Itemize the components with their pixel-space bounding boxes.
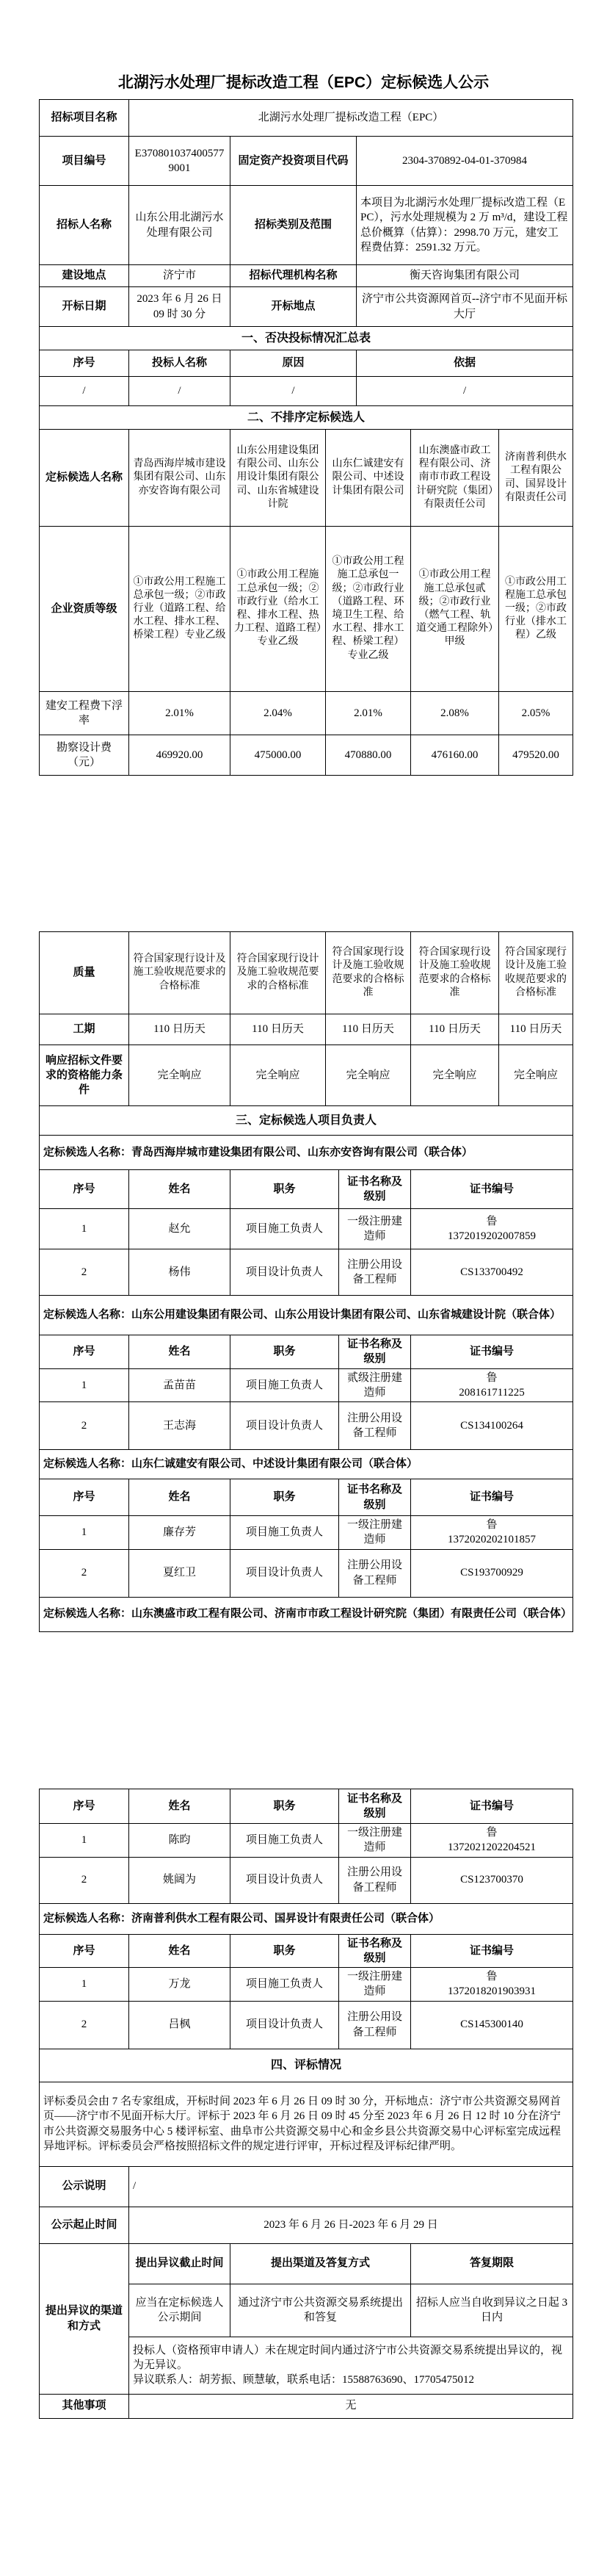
cert-no-number: 1372019202007859 bbox=[448, 1230, 536, 1242]
candidate-group-name: 定标候选人名称：山东仁诚建安有限公司、中述设计集团有限公司（联合体） bbox=[40, 1450, 573, 1479]
cell-cert-no bbox=[411, 1249, 573, 1296]
section3-title: 三、定标候选人项目负责人 bbox=[40, 1106, 573, 1136]
document-page-1 bbox=[39, 99, 573, 776]
cell-cert: 一级注册建造师 bbox=[339, 1209, 411, 1249]
cell-value: 济宁市 bbox=[129, 265, 230, 287]
cell-role: 项目设计负责人 bbox=[230, 1857, 339, 1903]
cell-label: 定标候选人名称 bbox=[40, 430, 129, 527]
column-header: 证书编号 bbox=[411, 1789, 573, 1824]
cell-no: 2 bbox=[40, 1549, 129, 1597]
candidate-name: 山东仁诚建安有限公司、中述设计集团有限公司 bbox=[326, 430, 411, 527]
cell-label: 响应招标文件要求的资格能力条件 bbox=[40, 1045, 129, 1106]
cell-label: 勘察设计费（元） bbox=[40, 735, 129, 776]
person-row bbox=[40, 1549, 573, 1597]
cell-person-name: 陈昀 bbox=[129, 1824, 230, 1858]
cell-value: ①市政公用工程施工总承包一级；②市政行业（给水工程、排水工程、热力工程、道路工程）专业乙级 bbox=[230, 527, 326, 692]
cell-label: 项目编号 bbox=[40, 137, 129, 186]
cell-value: 完全响应 bbox=[411, 1045, 499, 1106]
column-header: 证书名称及级别 bbox=[339, 1335, 411, 1369]
column-header: 序号 bbox=[40, 1934, 129, 1968]
column-header: 提出异议截止时间 bbox=[129, 2243, 230, 2284]
objection-note-line2: 异议联系人：胡芳振、顾慧敏，联系电话：15588763690、17705475012 bbox=[133, 2374, 475, 2386]
cell-value: 110 日历天 bbox=[129, 1014, 230, 1045]
cert-no-number: 1372021202204521 bbox=[448, 1841, 536, 1854]
table-row bbox=[40, 2243, 573, 2284]
section2-header-row bbox=[40, 406, 573, 430]
candidate-group-name: 定标候选人名称：济南普利供水工程有限公司、国昇设计有限责任公司（联合体） bbox=[40, 1903, 573, 1934]
cell-label: 质量 bbox=[40, 932, 129, 1014]
cell-label: 公示起止时间 bbox=[40, 2207, 129, 2243]
cell-value: E3708010374005779001 bbox=[129, 137, 230, 186]
objection-note-line1: 投标人（资格预审申请人）未在规定时间内通过济宁市公共资源交易系统提出异议的，视为无异议。 bbox=[133, 2344, 563, 2371]
cell-value: 2023 年 6 月 26 日-2023 年 6 月 29 日 bbox=[129, 2207, 573, 2243]
person-row bbox=[40, 1857, 573, 1903]
cell-person-name: 赵允 bbox=[129, 1209, 230, 1249]
cell-no: 1 bbox=[40, 1209, 129, 1249]
table-row bbox=[40, 692, 573, 735]
table-row bbox=[40, 186, 573, 265]
column-header: 依据 bbox=[357, 350, 573, 377]
column-header: 证书编号 bbox=[411, 1479, 573, 1516]
candidate-name-row bbox=[40, 1136, 573, 1170]
column-header: 序号 bbox=[40, 1789, 129, 1824]
cell-value: / bbox=[129, 2166, 573, 2207]
cert-no-number: 1372018201903931 bbox=[448, 1985, 536, 1998]
column-header: 序号 bbox=[40, 350, 129, 377]
cert-no-number: CS145300140 bbox=[460, 2018, 523, 2031]
cell-value: 完全响应 bbox=[326, 1045, 411, 1106]
cell-role: 项目施工负责人 bbox=[230, 1968, 339, 2002]
column-header: 投标人名称 bbox=[129, 350, 230, 377]
column-header: 提出渠道及答复方式 bbox=[230, 2243, 411, 2284]
cell-role: 项目施工负责人 bbox=[230, 1209, 339, 1249]
cell-cert-no bbox=[411, 1824, 573, 1858]
column-header: 证书名称及级别 bbox=[339, 1789, 411, 1824]
table-row bbox=[40, 1170, 573, 1209]
cell-value: 北湖污水处理厂提标改造工程（EPC） bbox=[129, 100, 573, 137]
cell-value: 479520.00 bbox=[499, 735, 573, 776]
column-header: 姓名 bbox=[129, 1335, 230, 1369]
cert-no-number: 1372020202101857 bbox=[448, 1534, 536, 1546]
candidate-group-name: 定标候选人名称：山东澳盛市政工程有限公司、济南市市政工程设计研究院（集团）有限责任公司（联合体） bbox=[40, 1597, 573, 1631]
cell-value: 符合国家现行设计及施工验收规范要求的合格标准 bbox=[411, 932, 499, 1014]
cell-cert: 一级注册建造师 bbox=[339, 1516, 411, 1550]
cell-value: ①市政公用工程施工总承包一级；②市政行业（排水工程）乙级 bbox=[499, 527, 573, 692]
cell-no: 1 bbox=[40, 1516, 129, 1550]
cell-no: 2 bbox=[40, 2001, 129, 2049]
candidate-name-row bbox=[40, 1296, 573, 1335]
table-row bbox=[40, 932, 573, 1014]
table-row bbox=[40, 287, 573, 327]
column-header: 证书编号 bbox=[411, 1335, 573, 1369]
main-table-page1 bbox=[39, 99, 573, 776]
cell-value: 2.05% bbox=[499, 692, 573, 735]
table-row bbox=[40, 265, 573, 287]
evaluation-summary: 评标委员会由 7 名专家组成，开标时间 2023 年 6 月 26 日 09 时 30 分，开标地点：济宁市公共资源交易网首页——济宁市不见面开标大厅。评标于 2023 年 6 月 26 日 09 时 45 分至 2023 年 6 月 26 日 12 时 10 分在济宁市公共资源交易服务中心 5 楼评标室、曲阜市公共资源交易中心和金乡县公共资源交易中心评标室完成远程异地评标。评标委员会严格按照招标文件的规定进行评审，开标过程及评标纪律严明。 bbox=[40, 2082, 573, 2166]
cell-cert-no bbox=[411, 1368, 573, 1402]
cell-cert-no bbox=[411, 1402, 573, 1450]
table-row bbox=[40, 350, 573, 377]
cell-cert: 贰级注册建造师 bbox=[339, 1368, 411, 1402]
candidate-name-row bbox=[40, 1450, 573, 1479]
cell-value: 衡天咨询集团有限公司 bbox=[357, 265, 573, 287]
cell-label: 公示说明 bbox=[40, 2166, 129, 2207]
cell-value: 2.01% bbox=[129, 692, 230, 735]
cell-person-name: 夏红卫 bbox=[129, 1549, 230, 1597]
document-page-2 bbox=[39, 931, 573, 1632]
cell-label: 企业资质等级 bbox=[40, 527, 129, 692]
column-header: 证书名称及级别 bbox=[339, 1170, 411, 1209]
cell-person-name: 孟苗苗 bbox=[129, 1368, 230, 1402]
table-row bbox=[40, 1479, 573, 1516]
column-header: 证书名称及级别 bbox=[339, 1479, 411, 1516]
column-header: 原因 bbox=[230, 350, 357, 377]
table-row bbox=[40, 1045, 573, 1106]
cert-no-prefix: 鲁 bbox=[486, 1519, 498, 1531]
cert-no-prefix: 鲁 bbox=[486, 1215, 498, 1227]
cell-label: 其他事项 bbox=[40, 2394, 129, 2418]
column-header: 序号 bbox=[40, 1170, 129, 1209]
cell-value: 110 日历天 bbox=[499, 1014, 573, 1045]
table-row bbox=[40, 2082, 573, 2166]
cell-cert-no bbox=[411, 2001, 573, 2049]
cell-value: 通过济宁市公共资源交易系统提出和答复 bbox=[230, 2284, 411, 2337]
cell-no: 1 bbox=[40, 1824, 129, 1858]
cell-cert: 一级注册建造师 bbox=[339, 1968, 411, 2002]
cell-cert-no bbox=[411, 1549, 573, 1597]
section4-title: 四、评标情况 bbox=[40, 2049, 573, 2082]
column-header: 职务 bbox=[230, 1934, 339, 1968]
cert-no-prefix: 鲁 bbox=[486, 1371, 498, 1384]
cell-value: / bbox=[357, 377, 573, 406]
cell-person-name: 廉存芳 bbox=[129, 1516, 230, 1550]
main-table-page3 bbox=[39, 1789, 573, 2419]
cell-value: 476160.00 bbox=[411, 735, 499, 776]
cell-value: 2.01% bbox=[326, 692, 411, 735]
cell-value: 符合国家现行设计及施工验收规范要求的合格标准 bbox=[499, 932, 573, 1014]
cell-role: 项目设计负责人 bbox=[230, 1549, 339, 1597]
cert-no-number: CS193700929 bbox=[460, 1567, 523, 1579]
cell-cert: 注册公用设备工程师 bbox=[339, 1549, 411, 1597]
cell-no: 2 bbox=[40, 1249, 129, 1296]
cell-person-name: 姚阔为 bbox=[129, 1857, 230, 1903]
candidate-name-row bbox=[40, 1597, 573, 1631]
document-page-3 bbox=[39, 1789, 573, 2419]
cert-no-number: CS133700492 bbox=[460, 1266, 523, 1278]
table-row bbox=[40, 735, 573, 776]
person-row bbox=[40, 2001, 573, 2049]
cell-no: 1 bbox=[40, 1968, 129, 2002]
person-row bbox=[40, 1249, 573, 1296]
table-row bbox=[40, 1014, 573, 1045]
section4-header-row bbox=[40, 2049, 573, 2082]
column-header: 职务 bbox=[230, 1789, 339, 1824]
cell-label: 工期 bbox=[40, 1014, 129, 1045]
cert-no-prefix: 鲁 bbox=[486, 1971, 498, 1982]
cell-label: 招标代理机构名称 bbox=[230, 265, 357, 287]
main-table-page2 bbox=[39, 931, 573, 1632]
candidate-name: 山东澳盛市政工程有限公司、济南市市政工程设计研究院（集团）有限责任公司 bbox=[411, 430, 499, 527]
cell-value: ①市政公用工程施工总承包贰级；②市政行业（燃气工程、轨道交通工程除外）甲级 bbox=[411, 527, 499, 692]
cell-label: 固定资产投资项目代码 bbox=[230, 137, 357, 186]
cell-value: 完全响应 bbox=[499, 1045, 573, 1106]
table-row bbox=[40, 2166, 573, 2207]
column-header: 职务 bbox=[230, 1170, 339, 1209]
cell-cert-no bbox=[411, 1857, 573, 1903]
cell-label: 建设地点 bbox=[40, 265, 129, 287]
cell-value: ①市政公用工程施工总承包一级；②市政行业（道路工程、给水工程、排水工程、桥梁工程）专业乙级 bbox=[129, 527, 230, 692]
column-header: 证书编号 bbox=[411, 1170, 573, 1209]
cell-value: 符合国家现行设计及施工验收规范要求的合格标准 bbox=[326, 932, 411, 1014]
cell-value: 110 日历天 bbox=[230, 1014, 326, 1045]
column-header: 姓名 bbox=[129, 1789, 230, 1824]
cell-value: 应当在定标候选人公示期间 bbox=[129, 2284, 230, 2337]
cell-person-name: 王志海 bbox=[129, 1402, 230, 1450]
table-row bbox=[40, 1934, 573, 1968]
cell-role: 项目施工负责人 bbox=[230, 1516, 339, 1550]
cell-value: 475000.00 bbox=[230, 735, 326, 776]
person-row bbox=[40, 1968, 573, 2002]
candidate-name-row bbox=[40, 1903, 573, 1934]
cell-value: 2304-370892-04-01-370984 bbox=[357, 137, 573, 186]
cell-value: 招标人应当自收到异议之日起 3 日内 bbox=[411, 2284, 573, 2337]
person-row bbox=[40, 1368, 573, 1402]
table-row bbox=[40, 377, 573, 406]
person-row bbox=[40, 1402, 573, 1450]
column-header: 姓名 bbox=[129, 1170, 230, 1209]
candidate-name: 济南普利供水工程有限公司、国昇设计有限责任公司 bbox=[499, 430, 573, 527]
cell-label: 招标项目名称 bbox=[40, 100, 129, 137]
column-header: 证书编号 bbox=[411, 1934, 573, 1968]
cert-no-prefix: 鲁 bbox=[486, 1827, 498, 1839]
column-header: 答复期限 bbox=[411, 2243, 573, 2284]
table-row bbox=[40, 137, 573, 186]
cell-value: 469920.00 bbox=[129, 735, 230, 776]
page-title: 北湖污水处理厂提标改造工程（EPC）定标候选人公示 bbox=[117, 74, 490, 91]
person-row bbox=[40, 1516, 573, 1550]
person-row bbox=[40, 1209, 573, 1249]
person-row bbox=[40, 1824, 573, 1858]
cell-role: 项目施工负责人 bbox=[230, 1824, 339, 1858]
cell-value: 无 bbox=[129, 2394, 573, 2418]
cell-value: 470880.00 bbox=[326, 735, 411, 776]
cell-value: 110 日历天 bbox=[411, 1014, 499, 1045]
cert-no-number: CS134100264 bbox=[460, 1419, 523, 1432]
cell-value: 2.04% bbox=[230, 692, 326, 735]
cell-value: 完全响应 bbox=[129, 1045, 230, 1106]
table-row bbox=[40, 1335, 573, 1369]
cell-role: 项目设计负责人 bbox=[230, 1249, 339, 1296]
column-header: 姓名 bbox=[129, 1934, 230, 1968]
cert-no-number: 208161711225 bbox=[459, 1386, 525, 1399]
candidate-group-name: 定标候选人名称：山东公用建设集团有限公司、山东公用设计集团有限公司、山东省城建设计院（联合体） bbox=[40, 1296, 573, 1335]
column-header: 职务 bbox=[230, 1335, 339, 1369]
cell-cert-no bbox=[411, 1968, 573, 2002]
cell-person-name: 万龙 bbox=[129, 1968, 230, 2002]
cell-cert-no bbox=[411, 1516, 573, 1550]
table-row bbox=[40, 430, 573, 527]
section2-title: 二、不排序定标候选人 bbox=[40, 406, 573, 430]
cell-cert-no bbox=[411, 1209, 573, 1249]
cell-label: 提出异议的渠道和方式 bbox=[40, 2243, 129, 2394]
cell-role: 项目设计负责人 bbox=[230, 2001, 339, 2049]
cell-role: 项目设计负责人 bbox=[230, 1402, 339, 1450]
candidate-name: 青岛西海岸城市建设集团有限公司、山东亦安咨询有限公司 bbox=[129, 430, 230, 527]
cell-role: 项目施工负责人 bbox=[230, 1368, 339, 1402]
objection-note bbox=[129, 2337, 573, 2394]
cell-value: 完全响应 bbox=[230, 1045, 326, 1106]
cell-value: 本项目为北湖污水处理厂提标改造工程（EPC），污水处理规模为 2 万 m³/d，建设工程总价概算（估算）：2998.70 万元，建安工程费估算：2591.32 万元。 bbox=[357, 186, 573, 265]
candidate-group-name: 定标候选人名称：青岛西海岸城市建设集团有限公司、山东亦安咨询有限公司（联合体） bbox=[40, 1136, 573, 1170]
cell-label: 开标地点 bbox=[230, 287, 357, 327]
table-row bbox=[40, 2394, 573, 2418]
column-header: 序号 bbox=[40, 1335, 129, 1369]
cell-cert: 一级注册建造师 bbox=[339, 1824, 411, 1858]
cell-value: 符合国家现行设计及施工验收规范要求的合格标准 bbox=[230, 932, 326, 1014]
cell-value: 济宁市公共资源网首页--济宁市不见面开标大厅 bbox=[357, 287, 573, 327]
cert-no-number: CS123700370 bbox=[460, 1874, 523, 1886]
cell-label: 招标人名称 bbox=[40, 186, 129, 265]
table-row bbox=[40, 1789, 573, 1824]
cell-value: / bbox=[129, 377, 230, 406]
column-header: 序号 bbox=[40, 1479, 129, 1516]
table-row bbox=[40, 2207, 573, 2243]
cell-value: / bbox=[40, 377, 129, 406]
cell-cert: 注册公用设备工程师 bbox=[339, 2001, 411, 2049]
cell-value: 符合国家现行设计及施工验收规范要求的合格标准 bbox=[129, 932, 230, 1014]
cell-label: 建安工程费下浮率 bbox=[40, 692, 129, 735]
cell-no: 2 bbox=[40, 1402, 129, 1450]
cell-label: 招标类别及范围 bbox=[230, 186, 357, 265]
candidate-name: 山东公用建设集团有限公司、山东公用设计集团有限公司、山东省城建设计院 bbox=[230, 430, 326, 527]
cell-value: 2.08% bbox=[411, 692, 499, 735]
cell-value: 110 日历天 bbox=[326, 1014, 411, 1045]
cell-cert: 注册公用设备工程师 bbox=[339, 1249, 411, 1296]
cell-person-name: 杨伟 bbox=[129, 1249, 230, 1296]
section1-header-row bbox=[40, 327, 573, 350]
cell-cert: 注册公用设备工程师 bbox=[339, 1857, 411, 1903]
section3-header-row bbox=[40, 1106, 573, 1136]
cell-value: / bbox=[230, 377, 357, 406]
column-header: 证书名称及级别 bbox=[339, 1934, 411, 1968]
cell-value: 山东公用北湖污水处理有限公司 bbox=[129, 186, 230, 265]
cell-value: ①市政公用工程施工总承包一级；②市政行业（道路工程、环境卫生工程、给水工程、排水工程、桥梁工程）专业乙级 bbox=[326, 527, 411, 692]
cell-no: 2 bbox=[40, 1857, 129, 1903]
column-header: 职务 bbox=[230, 1479, 339, 1516]
table-row bbox=[40, 100, 573, 137]
cell-cert: 注册公用设备工程师 bbox=[339, 1402, 411, 1450]
cell-value: 2023 年 6 月 26 日 09 时 30 分 bbox=[129, 287, 230, 327]
column-header: 姓名 bbox=[129, 1479, 230, 1516]
table-row bbox=[40, 527, 573, 692]
cell-label: 开标日期 bbox=[40, 287, 129, 327]
cell-person-name: 吕枫 bbox=[129, 2001, 230, 2049]
cell-no: 1 bbox=[40, 1368, 129, 1402]
section1-title: 一、否决投标情况汇总表 bbox=[40, 327, 573, 350]
